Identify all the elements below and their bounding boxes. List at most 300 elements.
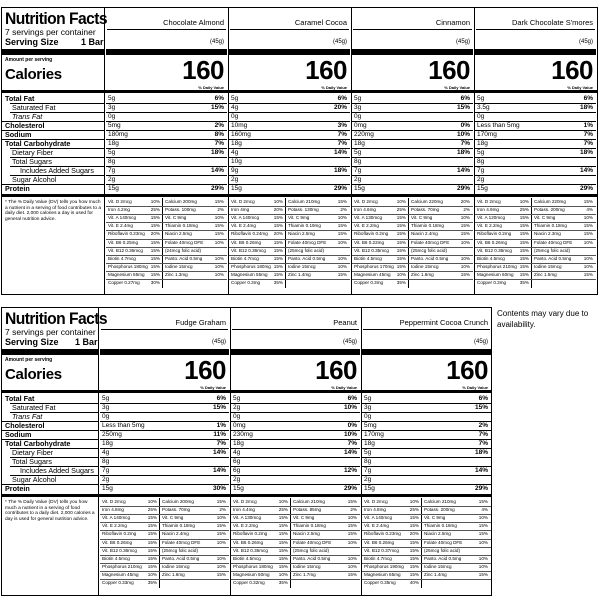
nutrient-percent: 15% bbox=[210, 104, 224, 111]
nutrient-percent: 11% bbox=[213, 431, 226, 438]
nutrient-percent: 10% bbox=[343, 404, 357, 411]
product-calories: 160 bbox=[315, 355, 357, 385]
nutrient-percent: 18% bbox=[579, 104, 593, 111]
mineral-percent: 10% bbox=[460, 255, 470, 261]
mineral-name: Panto. Acid 0.5mg bbox=[424, 555, 462, 561]
mineral-percent: 15% bbox=[478, 571, 488, 577]
vitamin-name: Vit. A 120mcg bbox=[477, 215, 506, 221]
nutrient-percent: 0% bbox=[460, 122, 470, 129]
serving-size-value: 1 Bar bbox=[81, 37, 104, 47]
vitamin-percent: 15% bbox=[147, 547, 157, 553]
vitamin-name: Iron 4.2mg bbox=[108, 207, 130, 213]
nutrient-label-0: Total Fat bbox=[5, 394, 35, 403]
vitamin-percent: 15% bbox=[278, 555, 288, 561]
product-calories: 160 bbox=[182, 55, 224, 85]
vitamin-percent: 15% bbox=[278, 547, 288, 553]
nutrient-label-8: Includes Added Sugars bbox=[20, 166, 94, 175]
nutrient-amount: 5g bbox=[102, 395, 110, 402]
mineral-name: Thiamin 0.18mg bbox=[162, 523, 195, 529]
mineral-percent: 2% bbox=[350, 507, 357, 513]
nutrient-amount: 18g bbox=[102, 440, 113, 447]
vitamin-percent: 15% bbox=[273, 239, 283, 245]
nutrient-amount: 5g bbox=[477, 95, 485, 102]
mineral-percent: 2% bbox=[217, 207, 224, 213]
row-divider bbox=[231, 457, 360, 458]
vitamin-percent: 40% bbox=[409, 580, 419, 585]
row-divider bbox=[362, 475, 491, 476]
mineral-name: Potass. 200mg bbox=[424, 507, 455, 513]
mineral-name: Vit. C 9mg bbox=[288, 215, 310, 221]
vitamin-percent: 15% bbox=[519, 247, 529, 253]
mineral-name: Niacin 2.4mg bbox=[162, 531, 189, 537]
vitamin-name: Vit. B12 0.36mcg bbox=[477, 247, 512, 253]
vitamin-percent: 15% bbox=[396, 239, 406, 245]
nutrient-amount: 6g bbox=[233, 467, 241, 474]
nutrient-amount: 5g bbox=[233, 395, 241, 402]
mineral-name: (25mcg folic acid) bbox=[424, 547, 460, 553]
product-serving-size: (45g) bbox=[211, 339, 226, 345]
mineral-name: Folate 40mcg DFE bbox=[411, 239, 450, 245]
vitamin-name: Vit. E 2.4mg bbox=[364, 523, 389, 529]
mineral-percent: 10% bbox=[478, 539, 488, 545]
vitamin-name: Biotin 4.5mcg bbox=[102, 555, 130, 561]
nutrient-percent: 6% bbox=[460, 95, 470, 102]
nutrient-percent: 29% bbox=[333, 185, 347, 192]
vitamin-percent: 15% bbox=[278, 523, 288, 529]
name-underline bbox=[232, 329, 359, 330]
vitamin-name: Iron 4.8mg bbox=[102, 507, 124, 513]
mineral-name: Folate 40mcg DFE bbox=[424, 539, 463, 545]
nutrient-amount: 8g bbox=[102, 458, 110, 465]
vitamin-percent: 10% bbox=[409, 499, 419, 504]
nutrient-amount: 9g bbox=[231, 167, 239, 174]
vitamin-name: Vit. D 2mcg bbox=[231, 199, 255, 204]
nutrient-percent: 14% bbox=[212, 449, 226, 456]
vitamin-percent: 35% bbox=[519, 280, 529, 285]
mineral-name: Folate 40mcg DFE bbox=[162, 539, 201, 545]
mineral-percent: 10% bbox=[583, 215, 593, 221]
amount-per-serving: Amount per serving bbox=[5, 57, 53, 63]
divider-thick bbox=[2, 349, 99, 355]
mineral-percent: 15% bbox=[583, 271, 593, 277]
row-divider bbox=[100, 412, 229, 413]
mineral-name: Panto. Acid 0.5mg bbox=[293, 555, 331, 561]
nutrient-amount: 0g bbox=[231, 113, 239, 120]
vitamin-name: Vit. B6 0.26mg bbox=[477, 239, 508, 245]
mineral-name: Niacin 2.3mg bbox=[534, 231, 561, 237]
vitamin-name: Copper 0.35mg bbox=[364, 580, 396, 585]
nutrient-amount: 18g bbox=[354, 140, 365, 147]
nutrient-amount: 2g bbox=[233, 476, 241, 483]
daily-value-footnote: * The % Daily Value (DV) tells you how much a nutrient in a serving of food contributes to a daily diet. 2,000 calories a day is used for general nutrition advice. bbox=[5, 200, 101, 222]
mineral-percent: 4% bbox=[481, 507, 488, 513]
nutrient-percent: 6% bbox=[214, 95, 224, 102]
nutrient-percent: 29% bbox=[474, 485, 488, 492]
nutrient-percent: 14% bbox=[456, 167, 470, 174]
mineral-percent: 10% bbox=[216, 555, 226, 561]
vitamin-name: Iron 4.4mg bbox=[233, 507, 255, 513]
mineral-percent: 15% bbox=[216, 571, 226, 577]
product-name: Caramel Cocoa bbox=[294, 18, 347, 27]
nutrient-percent: 7% bbox=[583, 131, 593, 138]
mineral-name: Iodine 15mcg bbox=[424, 563, 452, 569]
vitamin-name: Iron 4.8mg bbox=[364, 507, 386, 513]
nutrient-percent: 12% bbox=[343, 467, 357, 474]
calories-label: Calories bbox=[5, 366, 62, 383]
vitamin-name: Vit. A 140mcg bbox=[364, 515, 393, 521]
mineral-name: Vit. C 9mg bbox=[534, 215, 556, 221]
product-name: Peppermint Cocoa Crunch bbox=[399, 318, 488, 327]
vitamin-percent: 15% bbox=[147, 555, 157, 561]
nutrition-facts-title: Nutrition Facts bbox=[5, 9, 108, 28]
mineral-name: Zinc 1.5mg bbox=[534, 271, 557, 277]
nutrient-percent: 2% bbox=[478, 422, 488, 429]
vitamin-divider bbox=[421, 498, 422, 588]
vitamin-name: Vit. A 130mcg bbox=[354, 215, 383, 221]
vitamin-name: Riboflavin 0.2mg bbox=[102, 531, 137, 537]
nutrient-amount: 18g bbox=[233, 440, 244, 447]
servings-per-container: 7 servings per container bbox=[5, 327, 96, 337]
nutrient-percent: 29% bbox=[456, 185, 470, 192]
nutrient-percent: 7% bbox=[216, 440, 226, 447]
mineral-name: Folate 40mcg DFE bbox=[165, 239, 204, 245]
vitamin-percent: 15% bbox=[147, 539, 157, 545]
row-divider bbox=[352, 157, 473, 158]
mineral-name: Niacin 2.5mg bbox=[165, 231, 192, 237]
nutrient-amount: 10mg bbox=[231, 122, 248, 129]
daily-value-header: % Daily Value bbox=[198, 85, 224, 90]
vitamin-percent: 10% bbox=[147, 499, 157, 504]
mineral-percent: 10% bbox=[583, 255, 593, 261]
mineral-percent: 15% bbox=[460, 231, 470, 237]
nutrient-label-10: Protein bbox=[5, 484, 30, 493]
nutrient-amount: 2g bbox=[477, 176, 485, 183]
vitamin-percent: 15% bbox=[150, 247, 160, 253]
serving-size-label: Serving Size bbox=[5, 337, 59, 347]
vitamin-name: Vit. A 140mcg bbox=[231, 215, 260, 221]
nutrient-label-1: Saturated Fat bbox=[12, 403, 56, 412]
mineral-percent: 15% bbox=[460, 271, 470, 277]
vitamin-percent: 20% bbox=[150, 231, 160, 237]
nutrient-percent: 18% bbox=[333, 167, 347, 174]
vitamin-name: Vit. E 2.4mg bbox=[108, 223, 133, 229]
nutrient-amount: 6g bbox=[233, 458, 241, 465]
calories-label: Calories bbox=[5, 66, 62, 83]
product-name: Peanut bbox=[333, 318, 357, 327]
vitamin-divider bbox=[162, 198, 163, 288]
vitamin-name: Vit. B6 0.26mg bbox=[102, 539, 133, 545]
mineral-name: Panto. Acid 0.5mg bbox=[288, 255, 326, 261]
vitamin-percent: 15% bbox=[273, 271, 283, 277]
nutrient-amount: 18g bbox=[108, 140, 119, 147]
vitamin-name: Vit. D 2mcg bbox=[102, 499, 126, 504]
mineral-name: Thiamin 0.19mg bbox=[288, 223, 321, 229]
product-calories: 160 bbox=[184, 355, 226, 385]
nutrient-amount: 5mg bbox=[364, 422, 377, 429]
mineral-name: (25mcg folic acid) bbox=[288, 247, 324, 253]
nutrient-percent: 6% bbox=[478, 395, 488, 402]
nutrition-panel bbox=[1, 7, 598, 295]
vitamin-name: Vit. A 130mcg bbox=[233, 515, 262, 521]
vitamin-divider bbox=[159, 498, 160, 588]
mineral-percent: 20% bbox=[460, 199, 470, 204]
vitamin-name: Phosphorus 210mg bbox=[102, 563, 142, 569]
vitamin-name: Copper 0.3mg bbox=[477, 280, 507, 285]
mineral-name: (25mcg folic acid) bbox=[534, 247, 570, 253]
mineral-name: Thiamin 0.18mg bbox=[534, 223, 567, 229]
nutrient-amount: 220mg bbox=[354, 131, 374, 138]
nutrient-amount: 2g bbox=[364, 476, 372, 483]
vitamin-percent: 15% bbox=[150, 239, 160, 245]
vitamin-percent: 25% bbox=[150, 207, 160, 213]
vitamin-name: Magnesium 55mg bbox=[231, 271, 268, 277]
vitamin-percent: 25% bbox=[278, 507, 288, 513]
nutrient-amount: 0g bbox=[108, 113, 116, 120]
vitamin-name: Vit. B12 0.37mcg bbox=[364, 547, 399, 553]
availability-note: Contents may vary due to availability. bbox=[497, 309, 589, 329]
vitamin-name: Vit. B6 0.22mg bbox=[354, 239, 385, 245]
row-divider bbox=[475, 175, 596, 176]
nutrient-amount: 15g bbox=[108, 185, 119, 192]
vitamin-name: Phosphorus 180mg bbox=[233, 563, 273, 569]
mineral-percent: 15% bbox=[347, 531, 357, 537]
nutrient-amount: 8g bbox=[477, 158, 485, 165]
product-name: Dark Chocolate S'mores bbox=[511, 18, 593, 27]
nutrient-amount: 7g bbox=[364, 467, 372, 474]
vitamin-name: Magnesium 55mg bbox=[108, 271, 145, 277]
mineral-name: Calcium 220mg bbox=[411, 199, 443, 204]
vitamin-percent: 15% bbox=[273, 263, 283, 269]
vitamin-name: Vit. B12 0.36mcg bbox=[231, 247, 266, 253]
nutrient-amount: 10g bbox=[231, 158, 242, 165]
nutrient-percent: 10% bbox=[456, 131, 470, 138]
vitamin-name: Riboflavin 0.23mg bbox=[108, 231, 145, 237]
nutrient-percent: 10% bbox=[343, 431, 357, 438]
nutrient-percent: 0% bbox=[347, 422, 357, 429]
vitamin-percent: 15% bbox=[150, 263, 160, 269]
nutrient-amount: Less than 5mg bbox=[102, 422, 145, 429]
vitamin-percent: 30% bbox=[150, 280, 160, 285]
mineral-name: Potass. 100mg bbox=[165, 207, 196, 213]
nutrient-amount: 5g bbox=[108, 149, 116, 156]
vitamin-percent: 15% bbox=[278, 531, 288, 537]
nutrient-amount: 3g bbox=[364, 404, 372, 411]
nutrient-amount: 2g bbox=[354, 176, 362, 183]
vitamin-percent: 35% bbox=[147, 580, 157, 585]
mineral-percent: 15% bbox=[337, 199, 347, 204]
nutrient-amount: 8g bbox=[354, 158, 362, 165]
vitamin-percent: 10% bbox=[278, 499, 288, 504]
vitamin-name: Biotin 4.7mcg bbox=[364, 555, 392, 561]
nutrient-amount: 18g bbox=[477, 140, 488, 147]
mineral-name: (24mcg folic acid) bbox=[165, 247, 201, 253]
daily-value-header: % Daily Value bbox=[444, 85, 470, 90]
vitamin-percent: 15% bbox=[519, 271, 529, 277]
vitamin-name: Vit. B12 0.35mcg bbox=[354, 247, 389, 253]
mineral-percent: 10% bbox=[216, 515, 226, 521]
mineral-name: Thiamin 0.18mg bbox=[165, 223, 198, 229]
mineral-name: Calcium 210mg bbox=[288, 199, 320, 204]
mineral-name: Niacin 2.4mg bbox=[411, 231, 438, 237]
mineral-name: Potass. 200mg bbox=[534, 207, 565, 213]
mineral-percent: 10% bbox=[347, 515, 357, 521]
mineral-percent: 10% bbox=[214, 263, 224, 269]
serving-size-value: 1 Bar bbox=[75, 337, 98, 347]
vitamin-name: Biotin 4.5mcg bbox=[477, 255, 505, 261]
nutrient-percent: 7% bbox=[337, 131, 347, 138]
mineral-percent: 4% bbox=[586, 207, 593, 213]
vitamin-name: Riboflavin 0.2mg bbox=[233, 531, 268, 537]
vitamin-percent: 10% bbox=[396, 271, 406, 277]
row-divider bbox=[229, 175, 350, 176]
nutrient-amount: 0g bbox=[233, 413, 241, 420]
mineral-name: Iodine 15mcg bbox=[165, 263, 193, 269]
nutrient-amount: 3g bbox=[102, 404, 110, 411]
name-underline bbox=[353, 29, 472, 30]
mineral-name: Folate 40mcg DFE bbox=[293, 539, 332, 545]
row-divider bbox=[100, 457, 229, 458]
divider-medium bbox=[2, 90, 598, 93]
mineral-percent: 10% bbox=[478, 563, 488, 569]
nutrient-amount: 0g bbox=[364, 413, 372, 420]
nutrient-amount: 7g bbox=[108, 167, 116, 174]
vitamin-name: Magnesium 60mg bbox=[477, 271, 514, 277]
mineral-percent: 15% bbox=[583, 223, 593, 229]
vitamin-percent: 15% bbox=[273, 223, 283, 229]
vitamin-percent: 10% bbox=[147, 571, 157, 577]
row-divider bbox=[475, 112, 596, 113]
mineral-percent: 15% bbox=[478, 523, 488, 529]
nutrient-percent: 14% bbox=[212, 467, 226, 474]
mineral-name: Zinc 1.3mg bbox=[165, 271, 188, 277]
daily-value-header: % Daily Value bbox=[567, 85, 593, 90]
mineral-name: Potass. 70mg bbox=[411, 207, 440, 213]
nutrient-amount: Less than 5mg bbox=[477, 122, 520, 129]
nutrient-percent: 7% bbox=[214, 140, 224, 147]
nutrient-label-7: Total Sugars bbox=[12, 457, 52, 466]
mineral-percent: 10% bbox=[460, 215, 470, 221]
vitamin-percent: 15% bbox=[519, 239, 529, 245]
row-divider bbox=[352, 175, 473, 176]
vitamin-name: Magnesium 65mg bbox=[364, 571, 401, 577]
nutrient-percent: 14% bbox=[343, 449, 357, 456]
mineral-percent: 10% bbox=[478, 555, 488, 561]
mineral-name: Niacin 2.5mg bbox=[293, 531, 320, 537]
mineral-name: Thiamin 0.18mg bbox=[424, 523, 457, 529]
vitamin-divider bbox=[285, 198, 286, 288]
nutrient-percent: 7% bbox=[347, 440, 357, 447]
row-divider bbox=[229, 157, 350, 158]
mineral-name: Thiamin 0.18mg bbox=[411, 223, 444, 229]
vitamin-percent: 15% bbox=[278, 563, 288, 569]
product-serving-size: (45g) bbox=[578, 39, 593, 45]
vitamin-name: Riboflavin 0.24mg bbox=[231, 231, 268, 237]
nutrient-amount: 3.5g bbox=[477, 104, 490, 111]
row-divider bbox=[106, 112, 227, 113]
vitamin-name: Phosphorus 180mg bbox=[231, 263, 271, 269]
product-calories: 160 bbox=[551, 55, 593, 85]
vitamin-percent: 15% bbox=[409, 523, 419, 529]
product-serving-size: (45g) bbox=[455, 39, 470, 45]
nutrient-amount: 8g bbox=[108, 158, 116, 165]
nutrient-percent: 29% bbox=[579, 185, 593, 192]
daily-value-header: % Daily Value bbox=[200, 385, 226, 390]
vitamin-divider bbox=[290, 498, 291, 588]
product-calories: 160 bbox=[305, 55, 347, 85]
nutrient-amount: 5g bbox=[364, 449, 372, 456]
vitamin-name: Magnesium 45mg bbox=[354, 271, 391, 277]
nutrient-amount: 4g bbox=[233, 449, 241, 456]
nutrient-amount: 0g bbox=[102, 413, 110, 420]
nutrient-amount: 15g bbox=[102, 485, 113, 492]
mineral-percent: 10% bbox=[347, 539, 357, 545]
product-name: Cinnamon bbox=[435, 18, 470, 27]
vitamin-percent: 15% bbox=[396, 263, 406, 269]
row-divider bbox=[362, 412, 491, 413]
mineral-percent: 10% bbox=[214, 271, 224, 277]
vitamin-name: Vit. B6 0.25mg bbox=[108, 239, 139, 245]
nutrient-amount: 7g bbox=[477, 167, 485, 174]
nutrition-facts-title: Nutrition Facts bbox=[5, 309, 108, 328]
vitamin-percent: 20% bbox=[273, 207, 283, 213]
mineral-percent: 15% bbox=[478, 499, 488, 504]
amount-per-serving: Amount per serving bbox=[5, 357, 53, 363]
product-serving-size: (45g) bbox=[332, 39, 347, 45]
vitamin-percent: 20% bbox=[409, 531, 419, 537]
nutrient-percent: 7% bbox=[460, 140, 470, 147]
nutrient-amount: 0g bbox=[477, 113, 485, 120]
nutrient-percent: 15% bbox=[474, 404, 488, 411]
nutrient-amount: 0mg bbox=[354, 122, 367, 129]
vitamin-name: Vit. A 140mcg bbox=[108, 215, 137, 221]
vitamin-percent: 15% bbox=[278, 539, 288, 545]
mineral-percent: 15% bbox=[347, 571, 357, 577]
nutrient-label-9: Sugar Alcohol bbox=[12, 475, 57, 484]
nutrient-amount: 3g bbox=[108, 104, 116, 111]
daily-value-header: % Daily Value bbox=[321, 85, 347, 90]
mineral-name: Potass. 130mg bbox=[288, 207, 319, 213]
nutrient-amount: 2g bbox=[231, 176, 239, 183]
vitamin-divider bbox=[531, 198, 532, 288]
nutrient-percent: 6% bbox=[216, 395, 226, 402]
nutrient-label-6: Dietary Fiber bbox=[12, 448, 54, 457]
vitamin-percent: 15% bbox=[273, 255, 283, 261]
mineral-percent: 15% bbox=[214, 223, 224, 229]
divider-protein bbox=[2, 494, 492, 497]
mineral-name: Niacin 2.5mg bbox=[424, 531, 451, 537]
nutrient-label-6: Dietary Fiber bbox=[12, 148, 54, 157]
vitamin-name: Vit. B6 0.26mg bbox=[231, 239, 262, 245]
divider-protein bbox=[2, 194, 598, 197]
vitamin-percent: 15% bbox=[147, 515, 157, 521]
nutrient-amount: 18g bbox=[231, 140, 242, 147]
vitamin-name: Vit. E 2.2mg bbox=[354, 223, 379, 229]
nutrient-amount: 5g bbox=[364, 395, 372, 402]
name-underline bbox=[230, 29, 349, 30]
vitamin-percent: 15% bbox=[150, 223, 160, 229]
mineral-percent: 10% bbox=[337, 255, 347, 261]
nutrient-percent: 1% bbox=[216, 422, 226, 429]
mineral-percent: 10% bbox=[460, 239, 470, 245]
nutrient-percent: 1% bbox=[583, 122, 593, 129]
vitamin-name: Iron 4.9mg bbox=[477, 207, 499, 213]
vitamin-percent: 15% bbox=[396, 223, 406, 229]
mineral-percent: 10% bbox=[583, 239, 593, 245]
nutrient-label-4: Sodium bbox=[5, 130, 32, 139]
mineral-name: Zinc 1.7mg bbox=[293, 571, 316, 577]
mineral-percent: 15% bbox=[216, 531, 226, 537]
nutrient-percent: 3% bbox=[337, 122, 347, 129]
